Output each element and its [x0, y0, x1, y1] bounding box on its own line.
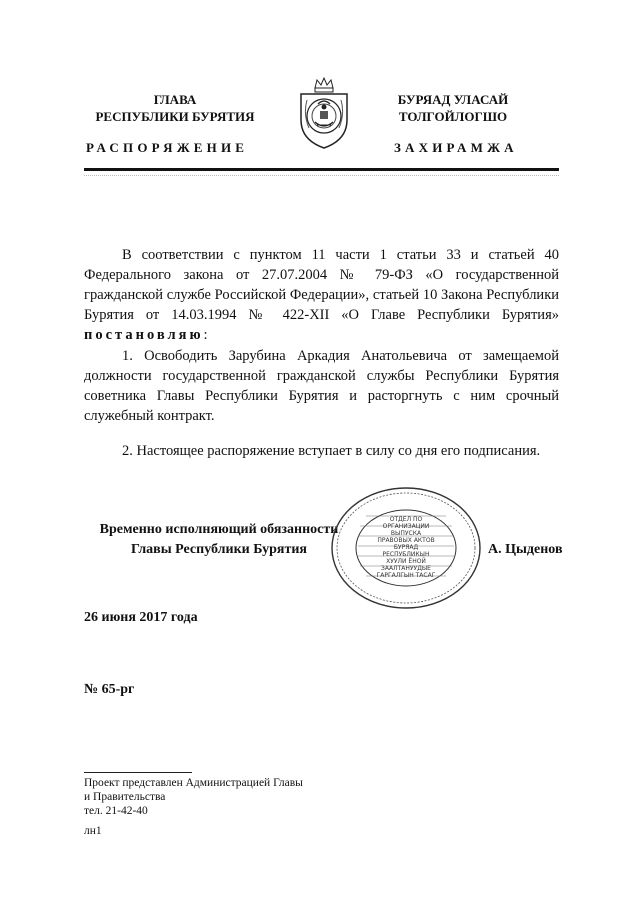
signatory-name: А. Цыденов [488, 542, 563, 557]
emblem-icon [295, 74, 353, 150]
preamble-text: В соответствии с пунктом 11 части 1 статьи 33 и статьей 40 Федерального закона от 27.07.2004 № 79-ФЗ «О государственной гражданской службе Российской Федерации», статьей 10 Закона Республики Бурятия от 14.03.1994 № 422-XII «О Главе Республики Бурятия» [84, 247, 559, 323]
issuer-bua-line2: ТОЛГОЙЛОГШО [398, 109, 508, 124]
issuer-ru-line2: РЕСПУБЛИКИ БУРЯТИЯ [95, 109, 255, 124]
decree-colon: : [203, 327, 208, 343]
preamble [84, 245, 559, 345]
header-dotted-line [84, 175, 559, 180]
footer-initials: лн1 [84, 825, 102, 837]
footer-note [84, 776, 384, 818]
item-2-text: 2. Настоящее распоряжение вступает в силу со дня его подписания. [122, 443, 541, 459]
footer-line1: Проект представлен Администрацией Главы [84, 777, 303, 789]
signatory-title-line1: Временно исполняющий обязанности [99, 522, 339, 537]
document-number: № 65-рг [84, 682, 135, 697]
signatory-title [84, 520, 354, 560]
header-rule [84, 168, 559, 171]
footer-line2: и Правительства [84, 791, 166, 803]
issuer-ru-line1: ГЛАВА [153, 92, 197, 107]
item-1 [84, 346, 559, 426]
item-2 [84, 441, 559, 461]
issuer-bua-line1: БУРЯАД УЛАСАЙ [397, 92, 509, 107]
signatory-title-line2: Главы Республики Бурятия [130, 542, 307, 557]
issuer-bua [368, 91, 538, 125]
official-stamp [330, 486, 482, 610]
doc-type-ru: РАСПОРЯЖЕНИЕ [86, 140, 249, 155]
doc-type-bua: ЗАХИРАМЖА [394, 140, 518, 155]
item-1-text: 1. Освободить Зарубина Аркадия Анатольевича от замещаемой должности государственной гражданской службы Республики Бурятия советника Главы Республики Бурятия и расторгнуть с ним срочный служебный контракт. [84, 348, 559, 424]
stamp-text: ОТДЕЛ ПО ОРГАНИЗАЦИИ ВЫПУСКА ПРАВОВЫХ АКТОВ БУРЯАД РЕСПУБЛИКЫН ХУУЛИ ЁНОЙ ЗААЛТАНУУДЫЕ ГАРГАЛГЫН ТАСАГ [376, 516, 436, 579]
issuer-ru [80, 91, 270, 125]
document-date: 26 июня 2017 года [84, 610, 198, 625]
decree-word: постановляю [84, 327, 204, 343]
footer-rule [84, 772, 192, 773]
footer-line3: тел. 21-42-40 [84, 805, 148, 817]
